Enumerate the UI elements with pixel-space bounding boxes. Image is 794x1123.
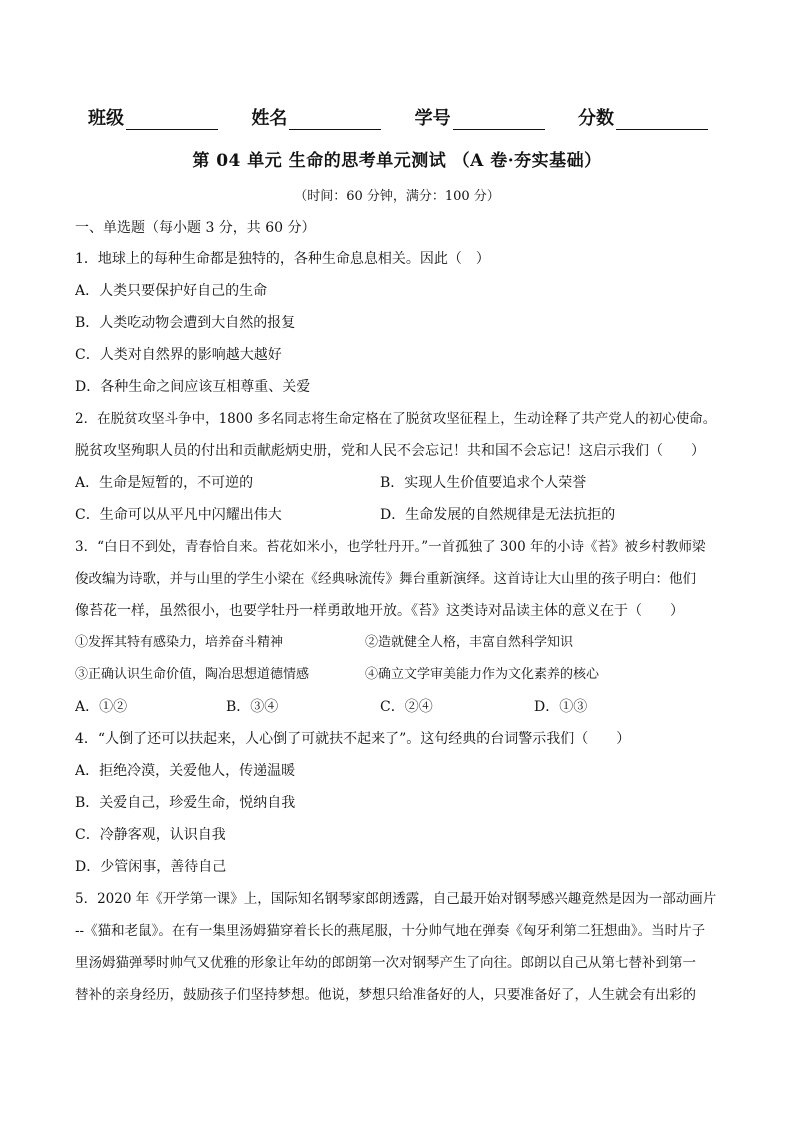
q5-stem-line4: 替补的亲身经历，鼓励孩子们坚持梦想。他说，梦想只给准备好的人，只要准备好了，人生就会有出彩的 xyxy=(75,987,696,1003)
q1-stem: 1．地球上的每种生命都是独特的，各种生命息息相关。因此（ ） xyxy=(75,251,490,267)
q3-statement-4: ④确立文学审美能力作为文化素养的核心 xyxy=(365,667,600,682)
q4-option-c[interactable]: C．冷静客观，认识自我 xyxy=(75,827,226,843)
score-blank[interactable] xyxy=(616,109,708,130)
student-id-blank[interactable] xyxy=(453,109,545,130)
q1-option-b[interactable]: B．人类吃动物会遭到大自然的报复 xyxy=(75,315,296,331)
q3-stem-line3: 像苔花一样，虽然很小，也要学牡丹一样勇敢地开放。《苔》这类诗对品读主体的意义在于（ ） xyxy=(75,603,684,619)
q4-option-d[interactable]: D．少管闲事，善待自己 xyxy=(75,859,227,875)
q4-option-a[interactable]: A．拒绝冷漠，关爱他人，传递温暖 xyxy=(75,763,296,779)
name-field xyxy=(251,104,381,130)
class-label: 班级 xyxy=(88,108,124,129)
score-field xyxy=(578,104,708,130)
q3-option-c[interactable]: C．②④ xyxy=(380,699,433,715)
q2-stem-line2: 脱贫攻坚殉职人员的付出和贡献彪炳史册，党和人民不会忘记！共和国不会忘记！这启示我们（ ） xyxy=(75,443,705,459)
q5-stem-line3: 里汤姆猫弹琴时帅气又优雅的形象让年幼的郎朗第一次对钢琴产生了向往。郎朗以自己从第七替补到第一 xyxy=(75,955,696,971)
name-label: 姓名 xyxy=(251,108,288,129)
q4-option-b[interactable]: B．关爱自己，珍爱生命，悦纳自我 xyxy=(75,795,296,811)
section-heading: 一、单选题（每小题 3 分，共 60 分） xyxy=(75,220,316,236)
q2-option-c[interactable]: C．生命可以从平凡中闪耀出伟大 xyxy=(75,507,282,523)
q3-stem-line2: 俊改编为诗歌，并与山里的学生小梁在《经典咏流传》舞台重新演绎。这首诗让大山里的孩子明白：他们 xyxy=(75,571,696,587)
student-id-field xyxy=(415,104,545,130)
class-blank[interactable] xyxy=(126,109,218,130)
exam-subtitle: （时间：60 分钟，满分：100 分） xyxy=(294,189,500,204)
q1-option-a[interactable]: A．人类只要保护好自己的生命 xyxy=(75,283,268,299)
q1-option-d[interactable]: D．各种生命之间应该互相尊重、关爱 xyxy=(75,379,311,395)
q5-stem-line1: 5．2020 年《开学第一课》上，国际知名钢琴家郎朗透露，自己最开始对钢琴感兴趣竟然是因为一部动画片 xyxy=(75,891,717,907)
student-id-label: 学号 xyxy=(414,108,451,129)
exam-title: 第 04 单元 生命的思考单元测试 （A 卷·夯实基础） xyxy=(192,151,602,171)
student-info-row xyxy=(88,104,708,130)
q3-statement-2: ②造就健全人格，丰富自然科学知识 xyxy=(365,635,574,650)
q2-option-b[interactable]: B．实现人生价值要追求个人荣誉 xyxy=(380,475,587,491)
q2-option-a[interactable]: A．生命是短暂的，不可逆的 xyxy=(75,475,254,491)
q2-stem-line1: 2．在脱贫攻坚斗争中，1800 多名同志将生命定格在了脱贫攻坚征程上，生动诠释了共产党人的初心使命。 xyxy=(75,411,717,427)
class-field xyxy=(88,104,218,130)
q3-stem-line1: 3．“白日不到处，青春恰自来。苔花如米小，也学牡丹开。”一首孤独了 300 年的小诗《苔》被乡村教师梁 xyxy=(75,539,706,555)
q3-statement-1: ①发挥其特有感染力，培养奋斗精神 xyxy=(75,635,284,650)
q3-option-a[interactable]: A．①② xyxy=(75,699,128,715)
q2-option-d[interactable]: D．生命发展的自然规律是无法抗拒的 xyxy=(380,507,616,523)
q5-stem-line2: --《猫和老鼠》。在有一集里汤姆猫穿着长长的燕尾服，十分帅气地在弹奏《匈牙利第二狂想曲》。当时片子 xyxy=(75,923,706,939)
name-blank[interactable] xyxy=(289,109,381,130)
q1-option-c[interactable]: C．人类对自然界的影响越大越好 xyxy=(75,347,282,363)
q3-statement-3: ③正确认识生命价值，陶冶思想道德情感 xyxy=(75,667,310,682)
q4-stem: 4．“人倒了还可以扶起来，人心倒了可就扶不起来了”。这句经典的台词警示我们（ ） xyxy=(75,731,631,747)
score-label: 分数 xyxy=(577,108,614,129)
q3-option-b[interactable]: B．③④ xyxy=(226,699,279,715)
q3-option-d[interactable]: D．①③ xyxy=(534,699,588,715)
